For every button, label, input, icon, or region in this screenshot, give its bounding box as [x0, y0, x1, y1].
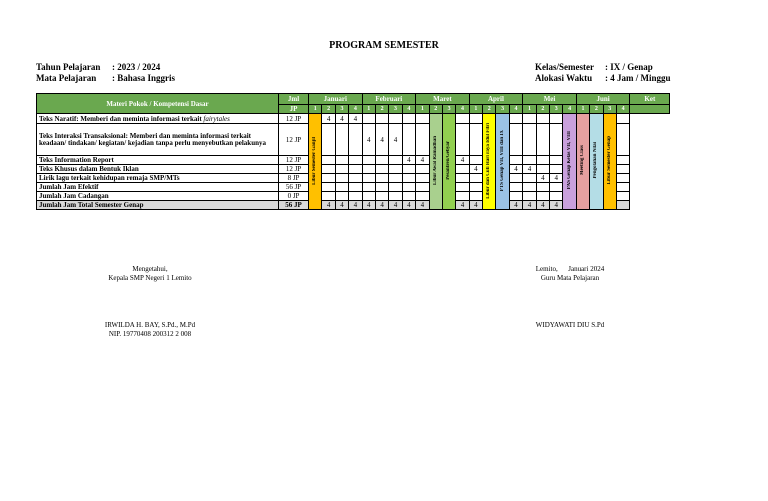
jp-cell: 56 JP	[279, 183, 309, 192]
week-number: 3	[603, 105, 616, 114]
week-cell: 4	[349, 201, 362, 210]
info-right	[535, 62, 671, 84]
week-number: 2	[590, 105, 603, 114]
event-pesantren-gebyar: Pesantren/Gebyar	[442, 114, 455, 210]
materi-cell: Teks Information Report	[37, 156, 279, 165]
jp-cell: 12 JP	[279, 124, 309, 156]
week-number: 4	[509, 105, 522, 114]
week-cell: 4	[509, 201, 522, 210]
week-number: 2	[536, 105, 549, 114]
left-line2: Kepala SMP Negeri 1 Lemito	[108, 274, 192, 282]
week-number: 1	[416, 105, 429, 114]
kelas-label: Kelas/Semester	[535, 62, 594, 72]
week-cell: 4	[375, 201, 388, 210]
week-number: 1	[309, 105, 322, 114]
materi-cell: Teks Khusus dalam Bentuk Iklan	[37, 165, 279, 174]
jp-cell: 12 JP	[279, 156, 309, 165]
right-line2: Guru Mata Pelajaran	[540, 274, 600, 282]
signature-left	[60, 265, 240, 283]
ket-subheader	[630, 105, 670, 114]
materi-header: Materi Pokok / Kompetensi Dasar	[37, 94, 279, 114]
week-cell: 4	[550, 201, 563, 210]
jml-header: Jml	[279, 94, 309, 105]
week-number: 3	[442, 105, 455, 114]
week-number: 4	[563, 105, 576, 114]
week-number: 4	[456, 105, 469, 114]
week-cell: 4	[349, 114, 362, 124]
right-name: WIDYAWATI DIU S.Pd	[535, 321, 605, 329]
week-cell: 4	[362, 201, 375, 210]
jp-cell: 56 JP	[279, 201, 309, 210]
week-cell: 4	[469, 165, 482, 174]
month-juni: Juni	[576, 94, 630, 105]
tahun-value: : 2023 / 2024	[112, 62, 161, 72]
week-cell: 4	[402, 156, 415, 165]
month-februari: Februari	[362, 94, 416, 105]
mapel-value: : Bahasa Inggris	[112, 73, 176, 83]
week-cell: 4	[375, 124, 388, 156]
week-number: 3	[496, 105, 509, 114]
month-mei: Mei	[523, 94, 577, 105]
month-maret: Maret	[416, 94, 470, 105]
week-cell: 4	[389, 201, 402, 210]
week-cell: 4	[469, 201, 482, 210]
jp-cell: 12 JP	[279, 165, 309, 174]
week-cell: 4	[523, 165, 536, 174]
week-cell: 4	[322, 114, 335, 124]
week-number: 2	[429, 105, 442, 114]
materi-cell: Jumlah Jam Efektif	[37, 183, 279, 192]
week-cell: 4	[322, 201, 335, 210]
week-number: 3	[550, 105, 563, 114]
signature-right-name	[505, 321, 635, 330]
materi-cell: Lirik lagu terkait kehidupan remaja SMP/MTs	[37, 174, 279, 183]
week-number: 2	[322, 105, 335, 114]
week-number: 3	[389, 105, 402, 114]
materi-cell: Jumlah Jam Total Semester Genap	[37, 201, 279, 210]
week-number: 1	[523, 105, 536, 114]
week-cell: 4	[536, 201, 549, 210]
month-januari: Januari	[309, 94, 363, 105]
event-pengolahan-nilai: Pengolahan Nilai	[590, 114, 603, 210]
week-number: 3	[335, 105, 348, 114]
alokasi-value: : 4 Jam / Minggu	[605, 73, 671, 83]
left-line1: Mengetahui,	[132, 265, 168, 273]
left-name: IRWILDA H. BAY, S.Pd., M.Pd	[104, 321, 196, 329]
mapel-label: Mata Pelajaran	[36, 73, 97, 83]
materi-cell: Teks Interaksi Transaksional: Memberi dan meminta informasi terkait keadaan/ tindakan/ kegiatan/ kejadian tanpa perlu menyebutkan pelakunya	[37, 124, 279, 156]
week-number: 2	[375, 105, 388, 114]
event-libur-idul-fitri: Libur dan Cuti Hari raya Idul Fitri	[483, 114, 496, 210]
week-cell: 4	[456, 156, 469, 165]
jp-cell: 0 JP	[279, 192, 309, 201]
week-cell: 4	[416, 156, 429, 165]
week-number: 1	[576, 105, 589, 114]
week-cell: 4	[509, 165, 522, 174]
tahun-label: Tahun Pelajaran	[36, 62, 101, 72]
week-cell: 4	[362, 124, 375, 156]
week-cell: 4	[389, 124, 402, 156]
event-libur-awal-ramadhan: Libur Awal Ramadhan	[429, 114, 442, 210]
week-number: 4	[349, 105, 362, 114]
week-number: 4	[402, 105, 415, 114]
table-row	[37, 114, 670, 124]
week-number: 2	[483, 105, 496, 114]
event-meeting-class: Meeting Class	[576, 114, 589, 210]
event-libur-semester-ganjil: Libur Semester Ganjil	[309, 114, 322, 210]
jp-header: JP	[279, 105, 309, 114]
week-cell: 4	[335, 114, 348, 124]
event-pas-genap: PAS Genap Kelas VII, VIII	[563, 114, 576, 210]
program-semester-table	[36, 93, 670, 210]
week-cell: 4	[523, 201, 536, 210]
materi-cell: Jumlah Jam Cadangan	[37, 192, 279, 201]
week-number: 1	[469, 105, 482, 114]
page-title: PROGRAM SEMESTER	[329, 40, 439, 51]
left-nip: NIP. 19770408 200312 2 008	[108, 330, 192, 338]
week-cell: 4	[416, 201, 429, 210]
signature-left-name	[60, 321, 240, 339]
week-cell: 4	[550, 174, 563, 183]
jp-cell: 8 JP	[279, 174, 309, 183]
info-left	[36, 62, 175, 84]
week-cell: 4	[536, 174, 549, 183]
event-pts-genap: PTS Genap VII, VIII dan IX	[496, 114, 509, 210]
signature-right	[505, 265, 635, 283]
week-cell: 4	[402, 201, 415, 210]
jp-cell: 12 JP	[279, 114, 309, 124]
ket-header: Ket	[630, 94, 670, 105]
week-number: 1	[362, 105, 375, 114]
kelas-value: : IX / Genap	[605, 62, 653, 72]
materi-cell: Teks Naratif: Memberi dan meminta informasi terkait fairytales	[37, 114, 279, 124]
event-libur-semester-genap: Libur Semester Genap	[603, 114, 616, 210]
right-line1: Lemito, Januari 2024	[535, 265, 605, 273]
week-cell: 4	[335, 201, 348, 210]
month-april: April	[469, 94, 523, 105]
alokasi-label: Alokasi Waktu	[535, 73, 593, 83]
week-cell: 4	[456, 201, 469, 210]
week-number: 4	[616, 105, 629, 114]
